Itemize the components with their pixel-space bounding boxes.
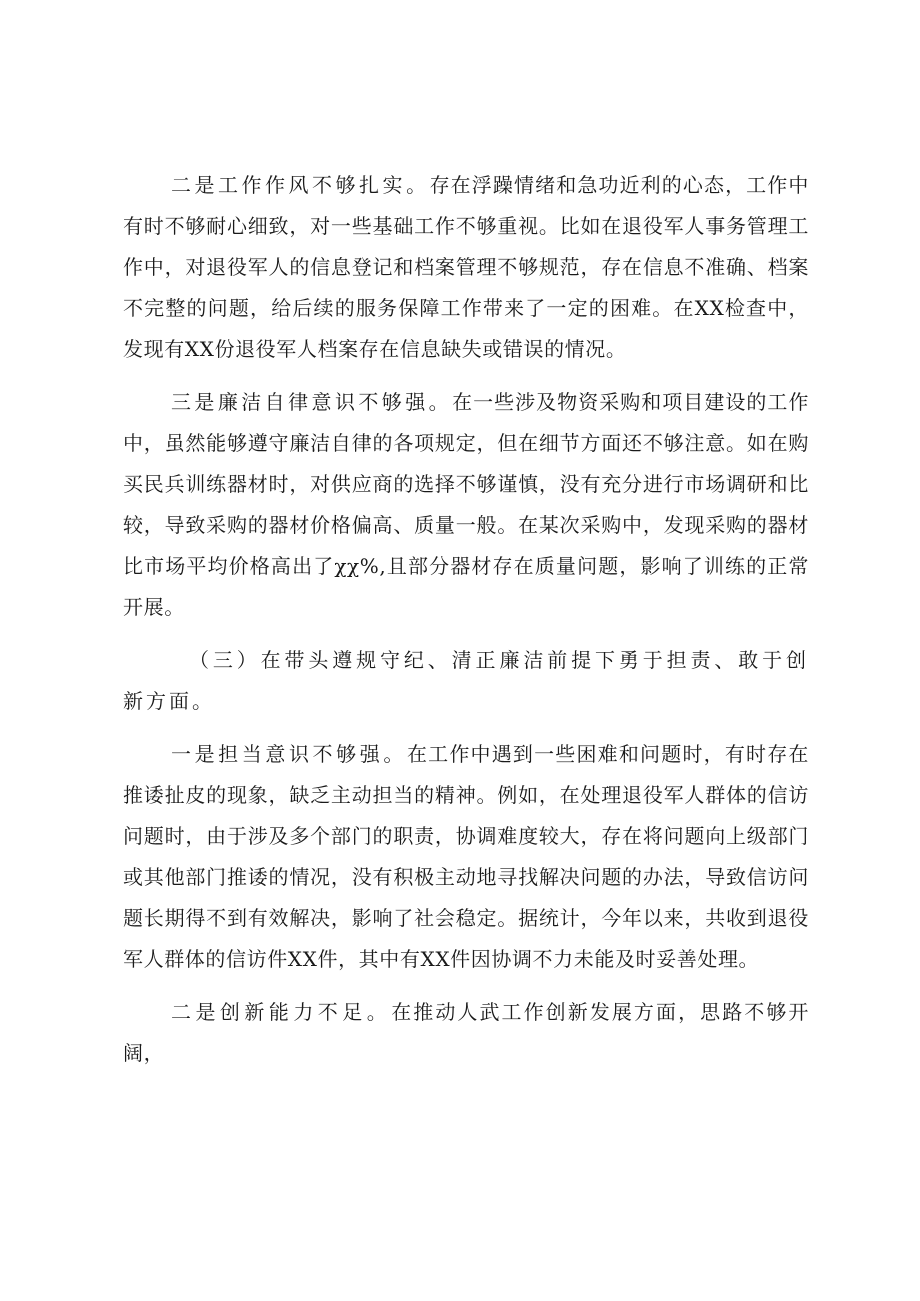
paragraph-responsibility — [123, 734, 809, 980]
paragraph-text: 存在浮躁情绪和急功近利的心态，工作中有时不够耐心细致，对一些基础工作不够重视。比如在退役军人事务管理工作中，对退役军人的信息登记和档案管理不够规范，存在信息不准确、档案不完整的问题，给后续的服务保障工作带来了一定的困难。在XX检查中，发现有XX份退役军人档案存在信息缺失或错误的情况。 — [123, 173, 809, 361]
paragraph-text: 在工作中遇到一些困难和问题时，有时存在推诿扯皮的现象，缺乏主动担当的精神。例如，在处理退役军人群体的信访问题时，由于涉及多个部门的职责，协调难度较大，存在将问题向上级部门或其他部门推诿的情况，没有积极主动地寻找解决问题的办法，导致信访问题长期得不到有效解决，影响了社会稳定。据统计，今年以来，共收到退役军人群体的信访件XX件，其中有XX件因协调不力未能及时妥善处理。 — [123, 742, 810, 971]
section-heading-text: （三）在带头遵规守纪、清正廉洁前提下勇于担责、敢于创新方面。 — [123, 648, 809, 713]
paragraph-lead: 二是创新能力不足。 — [171, 1000, 392, 1024]
section-heading — [123, 640, 809, 722]
paragraph-lead: 三是廉洁自律意识不够强。 — [171, 390, 453, 414]
paragraph-lead: 一是担当意识不够强。 — [171, 742, 407, 766]
paragraph-integrity — [123, 382, 809, 628]
paragraph-text: 在推动人武工作创新发展方面，思路不够开阔， — [123, 1000, 809, 1065]
paragraph-text: 在一些涉及物资采购和项目建设的工作中，虽然能够遵守廉洁自律的各项规定，但在细节方面还不够注意。如在购买民兵训练器材时，对供应商的选择不够谨慎，没有充分进行市场调研和比较，导致采购的器材价格偏高、质量一般。在某次采购中，发现采购的器材比市场平均价格高出了χχ%,且部分器材存在质量问题，影响了训练的正常开展。 — [123, 390, 810, 619]
document-body — [123, 165, 809, 1086]
paragraph-work-style — [123, 165, 809, 370]
paragraph-lead: 二是工作作风不够扎实。 — [171, 173, 430, 197]
paragraph-innovation — [123, 992, 809, 1074]
